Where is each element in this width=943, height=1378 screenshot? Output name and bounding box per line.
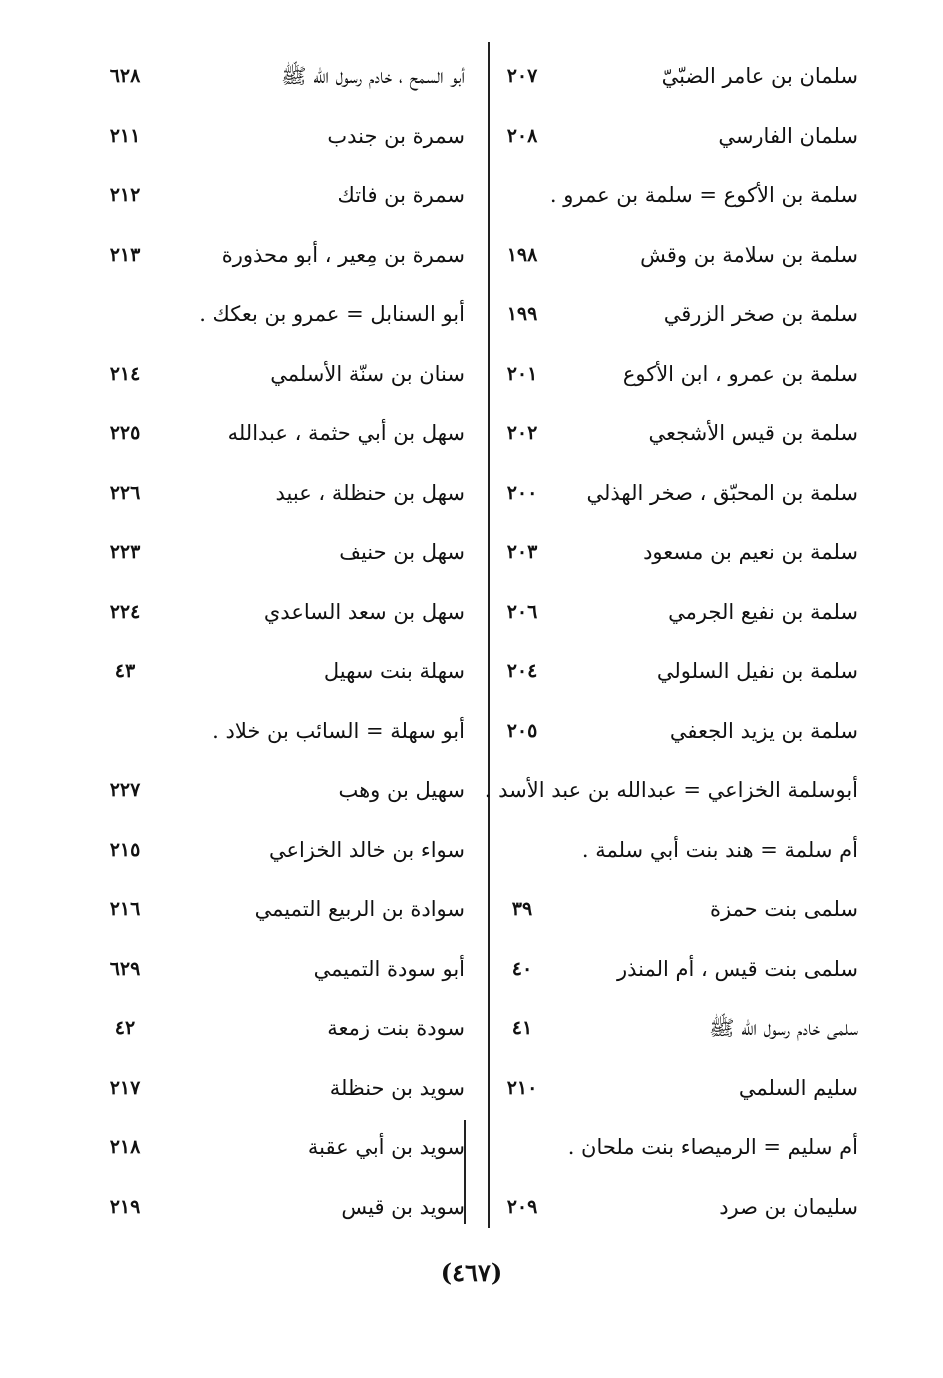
- left-entry-number: ٢١٢: [109, 184, 141, 206]
- right-entry-number: ٢٠٨: [506, 124, 538, 147]
- right-entry-name: سليم السلمي: [738, 1075, 858, 1100]
- left-entry-number: ٦٢٨: [109, 65, 141, 87]
- index-row: [0, 290, 943, 338]
- left-entry-name: سهل بن سعد الساعدي: [263, 599, 465, 624]
- index-row: [0, 1004, 943, 1052]
- left-entry-number: ٤٢: [114, 1017, 136, 1039]
- index-row: [0, 171, 943, 219]
- left-entry-name: سهل بن حنظلة ، عبيد: [275, 480, 465, 505]
- left-entry-name: سمرة بن جندب: [327, 123, 465, 148]
- right-entry-name: سلمة بن نفيع الجرمي: [668, 599, 858, 624]
- left-entry-number: ٢١٤: [109, 362, 141, 385]
- right-entry-name: سلمة بن نعيم بن مسعود: [643, 540, 858, 564]
- right-entry-name: سلمة بن يزيد الجعفي: [669, 718, 858, 743]
- right-entry-number: ٢٠٠: [506, 481, 538, 504]
- index-row: [0, 1183, 943, 1231]
- left-entry-number: ٢٢٧: [109, 779, 141, 801]
- left-entry-name: سمرة بن فاتك: [337, 183, 465, 207]
- index-row: [0, 826, 943, 874]
- left-entry-name: سهل بن أبي حثمة ، عبدالله: [227, 421, 465, 445]
- left-entry-number: ٢١٧: [109, 1076, 141, 1099]
- right-entry-number: ٢٠٤: [506, 660, 538, 682]
- index-row: [0, 112, 943, 160]
- left-entry-number: ٢١٥: [109, 838, 141, 861]
- left-entry-name: سوادة بن الربيع التميمي: [254, 897, 465, 921]
- left-entry-name: سويد بن أبي عقبة: [307, 1135, 465, 1159]
- left-entry-number: ٢١١: [109, 124, 141, 147]
- right-entry-number: ٢٠١: [506, 362, 538, 385]
- index-row: [0, 409, 943, 457]
- left-entry-name: أبو السنابل = عمرو بن بعكك .: [199, 302, 465, 326]
- left-entry-name: سهلة بنت سهيل: [323, 659, 465, 683]
- right-entry-name: سلمى خادم رسول الله ﷺ: [709, 1016, 858, 1040]
- index-row: [0, 231, 943, 279]
- left-entry-number: ٢١٩: [109, 1195, 141, 1218]
- left-entry-number: ٢٢٥: [109, 422, 141, 444]
- left-entry-name: سمرة بن مِعير ، أبو محذورة: [221, 242, 465, 267]
- right-entry-name: سلمان بن عامر الضبّيّ: [661, 64, 858, 88]
- right-entry-name: سلمان الفارسي: [718, 123, 858, 148]
- right-entry-name: سلمة بن نفيل السلولي: [656, 659, 858, 683]
- right-entry-name: سلمة بن سلامة بن وقش: [640, 242, 858, 267]
- right-entry-number: ٢٠٦: [506, 600, 538, 623]
- right-entry-number: ٢٠٧: [506, 65, 538, 87]
- right-entry-name: سلمة بن قيس الأشجعي: [648, 421, 858, 445]
- left-entry-number: ٦٢٩: [109, 957, 141, 980]
- right-entry-number: ٢٠٣: [506, 541, 538, 563]
- left-entry-number: ٢١٨: [109, 1136, 141, 1158]
- right-entry-number: ١٩٩: [506, 303, 538, 325]
- index-row: [0, 885, 943, 933]
- right-entry-name: سلمى بنت قيس ، أم المنذر: [616, 956, 858, 981]
- index-row: [0, 588, 943, 636]
- index-row: [0, 707, 943, 755]
- left-entry-name: أبو السمح ، خادم رسول الله ﷺ: [281, 64, 465, 88]
- right-entry-number: ٢٠٢: [506, 422, 538, 444]
- right-entry-number: ١٩٨: [506, 243, 538, 266]
- left-entry-number: ٢٢٤: [109, 600, 141, 623]
- left-entry-number: ٢٢٦: [109, 481, 141, 504]
- left-entry-name: سودة بنت زمعة: [327, 1016, 465, 1040]
- left-entry-name: سهيل بن وهب: [338, 778, 465, 802]
- right-entry-name: أبوسلمة الخزاعي = عبدالله بن عبد الأسد .: [484, 778, 858, 802]
- index-row: [0, 1123, 943, 1171]
- left-entry-number: ٤٣: [114, 660, 136, 682]
- left-entry-name: أبو سهلة = السائب بن خلاد .: [212, 718, 465, 743]
- right-entry-name: سليمان بن صرد: [719, 1194, 858, 1219]
- right-entry-number: ٤٠: [511, 957, 533, 980]
- left-entry-number: ٢١٣: [109, 243, 141, 266]
- right-entry-number: ٢٠٩: [506, 1195, 538, 1218]
- right-entry-name: سلمى بنت حمزة: [709, 897, 858, 921]
- index-row: [0, 945, 943, 993]
- index-row: [0, 469, 943, 517]
- index-row: [0, 52, 943, 100]
- left-entry-name: سهل بن حنيف: [339, 540, 465, 564]
- right-entry-name: أم سليم = الرميصاء بنت ملحان .: [567, 1135, 858, 1159]
- left-entry-number: ٢٢٣: [109, 541, 141, 563]
- left-entry-name: سنان بن سنّة الأسلمي: [270, 361, 465, 386]
- right-entry-number: ٢١٠: [506, 1076, 538, 1099]
- left-entry-name: سواء بن خالد الخزاعي: [268, 837, 465, 862]
- right-entry-number: ٢٠٥: [506, 719, 538, 742]
- right-entry-name: سلمة بن المحبّق ، صخر الهذلي: [586, 480, 858, 505]
- left-entry-name: سويد بن قيس: [341, 1194, 465, 1219]
- left-entry-name: سويد بن حنظلة: [329, 1075, 465, 1100]
- right-entry-number: ٣٩: [511, 898, 533, 920]
- index-row: [0, 350, 943, 398]
- page-number: (٤٦٧): [440, 1258, 503, 1287]
- right-entry-name: سلمة بن الأكوع = سلمة بن عمرو .: [549, 183, 858, 207]
- left-entry-name: أبو سودة التميمي: [313, 956, 465, 981]
- index-row: [0, 528, 943, 576]
- left-entry-number: ٢١٦: [109, 898, 141, 920]
- index-row: [0, 766, 943, 814]
- right-entry-name: سلمة بن عمرو ، ابن الأكوع: [622, 361, 858, 386]
- right-entry-name: سلمة بن صخر الزرقي: [663, 302, 858, 326]
- right-entry-number: ٤١: [511, 1017, 533, 1039]
- index-row: [0, 1064, 943, 1112]
- index-row: [0, 647, 943, 695]
- right-entry-name: أم سلمة = هند بنت أبي سلمة .: [581, 837, 858, 862]
